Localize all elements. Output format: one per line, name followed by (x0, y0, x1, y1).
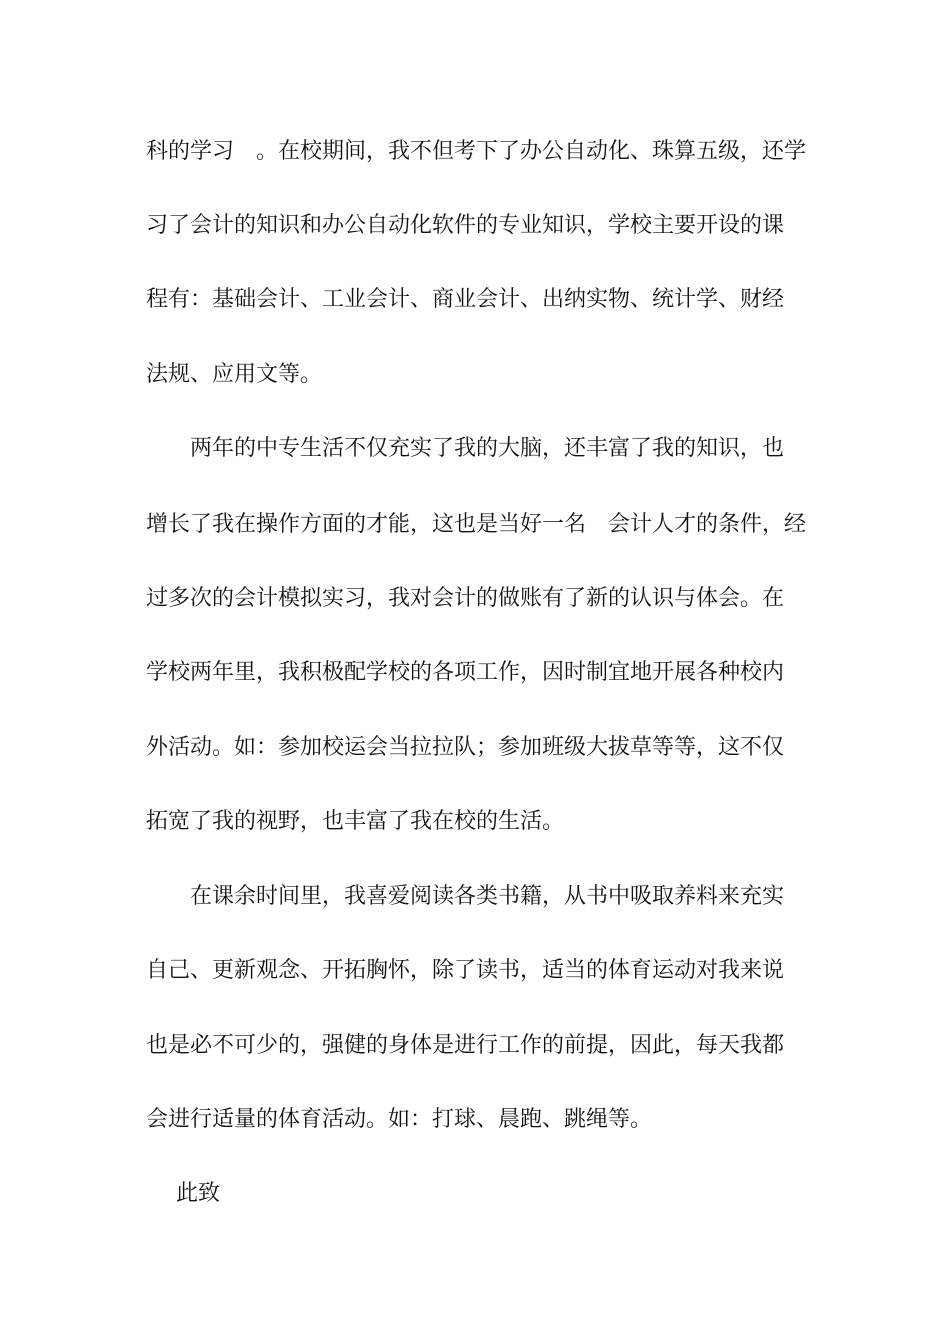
text-line-4: 法规、应用文等。 (146, 362, 323, 387)
text-line-13: 也是必不可少的，强健的身体是进行工作的前提，因此，每天我都 (146, 1033, 785, 1058)
text-line-2: 习了会计的知识和办公自动化软件的专业知识，学校主要开设的课 (146, 213, 785, 238)
text-line-11: 在课余时间里，我喜爱阅读各类书籍，从书中吸取养料来充实 (190, 884, 785, 909)
text-line-10: 拓宽了我的视野，也丰富了我在校的生活。 (146, 809, 565, 834)
text-line-9: 外活动。如：参加校运会当拉拉队；参加班级大拔草等等，这不仅 (146, 735, 785, 760)
closing-salutation: 此致 (176, 1181, 221, 1206)
text-line-5: 两年的中专生活不仅充实了我的大脑，还丰富了我的知识，也 (190, 436, 785, 461)
text-line-6: 增长了我在操作方面的才能，这也是当好一名 会计人才的条件，经 (146, 512, 807, 537)
text-line-7: 过多次的会计模拟实习，我对会计的做账有了新的认识与体会。在 (146, 586, 785, 611)
text-line-3: 程有：基础会计、工业会计、商业会计、出纳实物、统计学、财经 (146, 287, 785, 312)
text-line-14: 会进行适量的体育活动。如：打球、晨跑、跳绳等。 (146, 1107, 653, 1132)
text-line-8: 学校两年里，我积极配学校的各项工作，因时制宜地开展各种校内 (146, 660, 785, 685)
text-line-1: 科的学习 。在校期间，我不但考下了办公自动化、珠算五级，还学 (146, 139, 807, 164)
text-line-12: 自己、更新观念、开拓胸怀，除了读书，适当的体育运动对我来说 (146, 958, 785, 983)
